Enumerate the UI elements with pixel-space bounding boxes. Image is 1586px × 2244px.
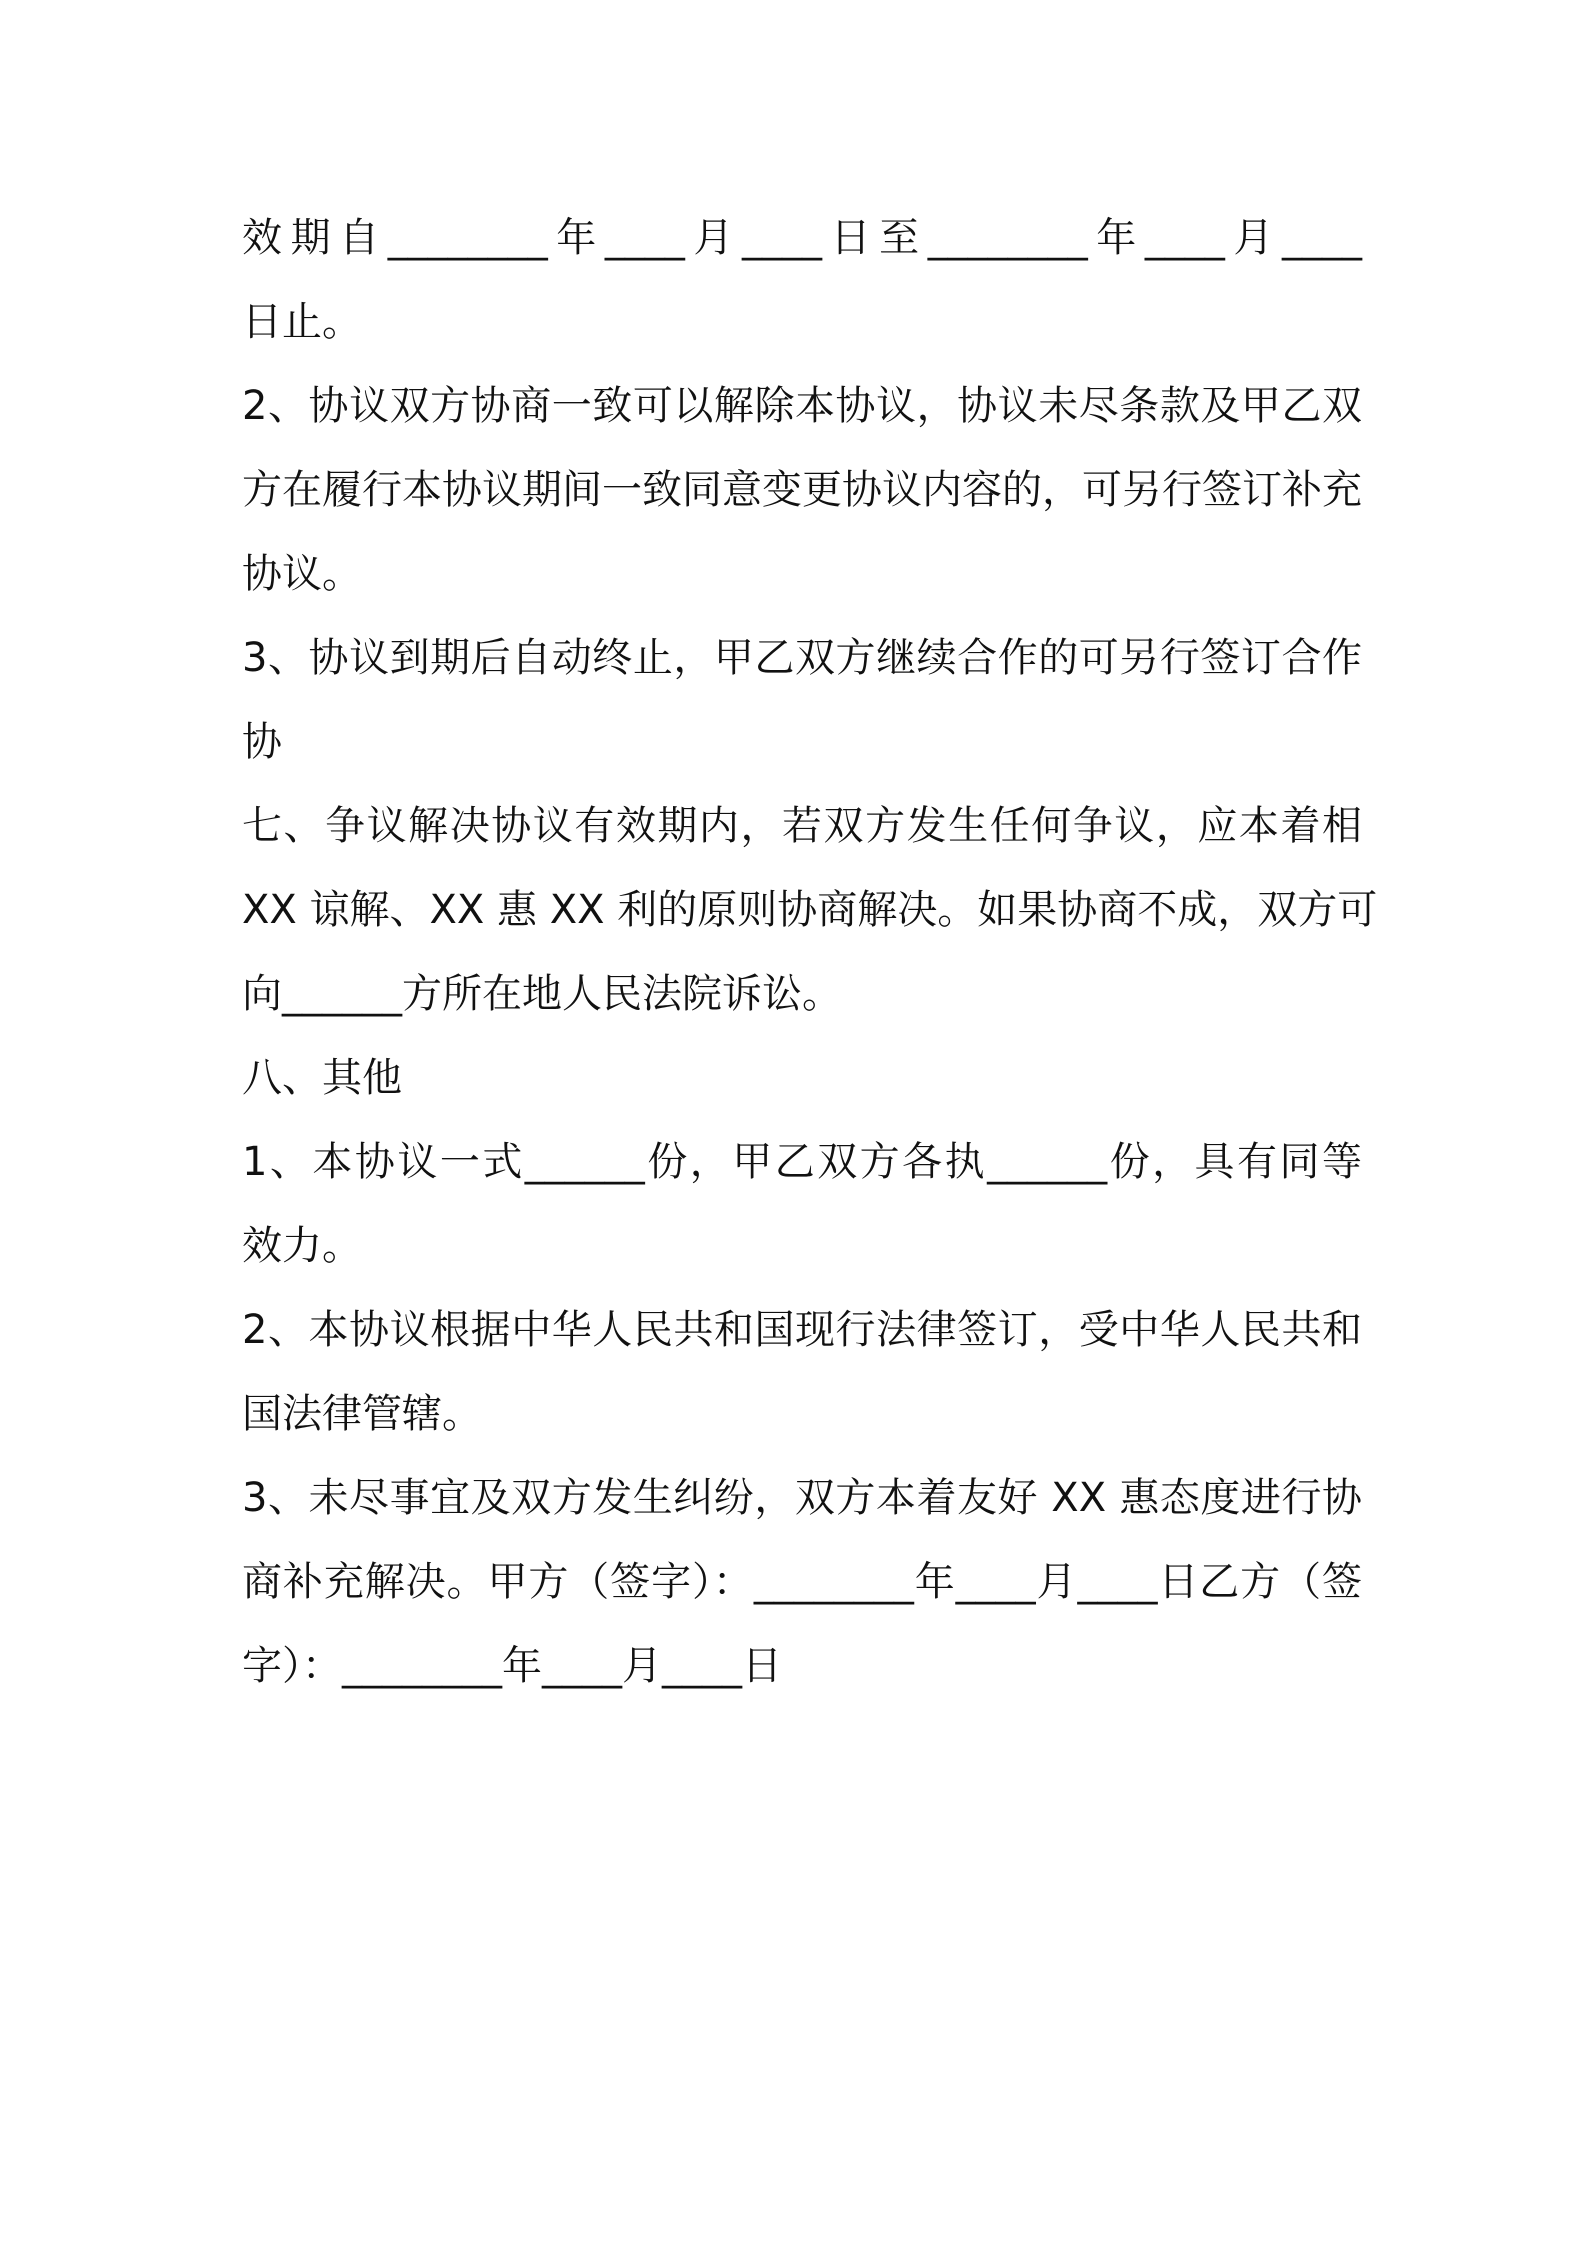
section-heading-other: 八、其他 <box>242 1055 402 1101</box>
text-line: 效力。 <box>242 1223 362 1269</box>
text-line: 协议。 <box>242 551 362 597</box>
text-line: 日止。 <box>242 299 362 345</box>
text-line: 效期自________年____月____日至________年____月____ <box>242 215 1362 261</box>
text-line: 向______方所在地人民法院诉讼。 <box>242 971 842 1017</box>
text-line: 协 <box>242 719 282 765</box>
text-line: 2、协议双方协商一致可以解除本协议，协议未尽条款及甲乙双 <box>242 383 1362 429</box>
signature-line: 商补充解决。甲方（签字）：________年____月____日乙方（签 <box>242 1559 1362 1605</box>
text-line: 3、协议到期后自动终止，甲乙双方继续合作的可另行签订合作 <box>242 635 1362 681</box>
document-body <box>242 196 1378 1708</box>
section-heading-dispute: 七、争议解决协议有效期内，若双方发生任何争议，应本着相 <box>242 803 1362 849</box>
text-line: 3、未尽事宜及双方发生纠纷，双方本着友好 XX 惠态度进行协 <box>242 1475 1362 1521</box>
text-line: 方在履行本协议期间一致同意变更协议内容的，可另行签订补充 <box>242 467 1362 513</box>
signature-line: 字）：________年____月____日 <box>242 1643 782 1689</box>
text-line: XX 谅解、XX 惠 XX 利的原则协商解决。如果协商不成，双方可 <box>242 887 1378 933</box>
text-line: 国法律管辖。 <box>242 1391 482 1437</box>
text-line: 2、本协议根据中华人民共和国现行法律签订，受中华人民共和 <box>242 1307 1362 1353</box>
text-line: 1、本协议一式______份，甲乙双方各执______份，具有同等 <box>242 1139 1362 1185</box>
